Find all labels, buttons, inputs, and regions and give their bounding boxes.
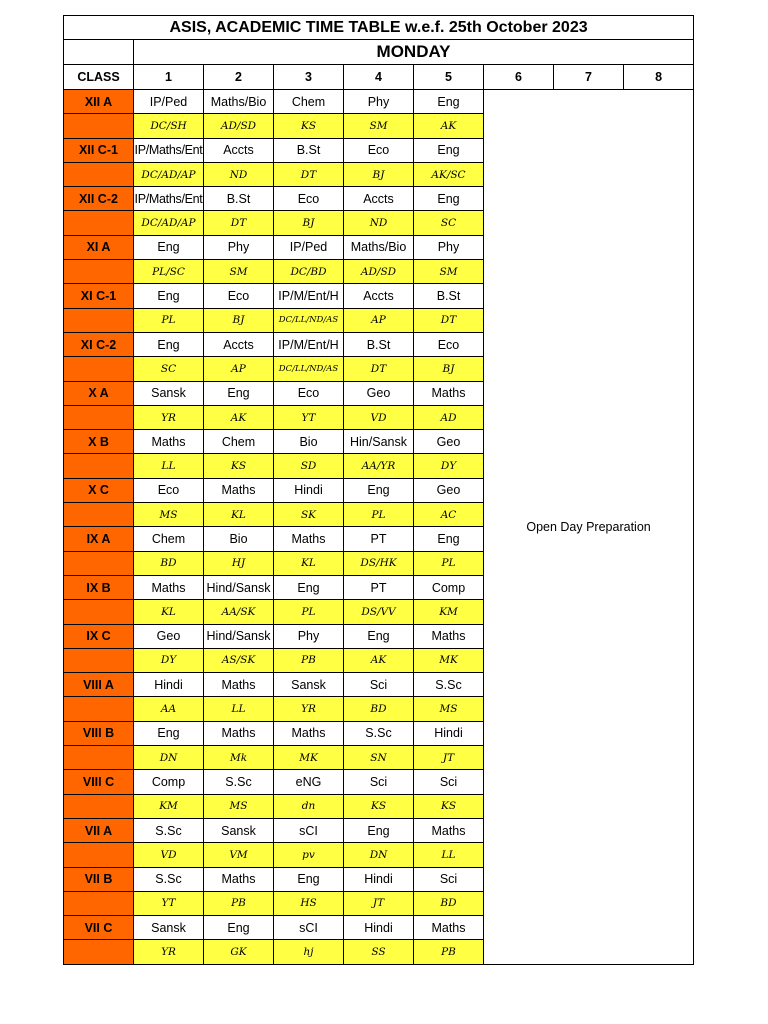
teacher-cell: KS [274, 114, 344, 138]
subject-cell: Geo [134, 624, 204, 648]
period-header: 3 [274, 65, 344, 90]
subject-cell: Hindi [344, 867, 414, 891]
day-heading: MONDAY [134, 40, 694, 65]
teacher-cell: PL [134, 308, 204, 332]
class-spacer-cell [64, 405, 134, 429]
teacher-cell: dn [274, 794, 344, 818]
teacher-cell: AP [204, 357, 274, 381]
subject-cell: Sansk [274, 673, 344, 697]
class-name-cell: X B [64, 430, 134, 454]
period-header: 8 [624, 65, 694, 90]
period-header: 2 [204, 65, 274, 90]
subject-cell: Eng [274, 867, 344, 891]
class-name-cell: IX B [64, 575, 134, 599]
teacher-cell: DC/AD/AP [134, 211, 204, 235]
teacher-cell: BD [134, 551, 204, 575]
teacher-cell: VD [134, 843, 204, 867]
subject-cell: Sci [414, 770, 484, 794]
teacher-cell: SM [344, 114, 414, 138]
teacher-cell: PL [414, 551, 484, 575]
subject-cell: Hindi [134, 673, 204, 697]
subject-cell: B.St [414, 284, 484, 308]
subject-cell: Phy [274, 624, 344, 648]
class-spacer-cell [64, 551, 134, 575]
class-spacer-cell [64, 697, 134, 721]
subject-cell: Maths [414, 818, 484, 842]
subject-cell: S.Sc [134, 818, 204, 842]
subject-cell: Maths [414, 624, 484, 648]
subject-cell: Maths/Bio [344, 235, 414, 259]
teacher-cell: AK [204, 405, 274, 429]
teacher-cell: YR [274, 697, 344, 721]
teacher-cell: KL [204, 503, 274, 527]
class-name-cell: XII C-1 [64, 138, 134, 162]
class-spacer-cell [64, 114, 134, 138]
subject-cell: Geo [414, 478, 484, 502]
subject-cell: eNG [274, 770, 344, 794]
subject-cell: S.Sc [344, 721, 414, 745]
teacher-cell: DY [414, 454, 484, 478]
subject-cell: IP/M/Ent/H [274, 332, 344, 356]
teacher-cell: AK [344, 648, 414, 672]
subject-cell: Accts [344, 284, 414, 308]
subject-cell: Eng [134, 721, 204, 745]
class-name-cell: X A [64, 381, 134, 405]
subject-cell: Hindi [344, 916, 414, 940]
subject-cell: Geo [344, 381, 414, 405]
class-name-cell: VII C [64, 916, 134, 940]
class-spacer-cell [64, 308, 134, 332]
teacher-cell: KL [134, 600, 204, 624]
teacher-cell: JT [344, 891, 414, 915]
class-spacer-cell [64, 891, 134, 915]
subject-cell: Maths/Bio [204, 90, 274, 114]
teacher-cell: YT [274, 405, 344, 429]
teacher-cell: BJ [274, 211, 344, 235]
teacher-cell: YR [134, 405, 204, 429]
teacher-cell: BJ [204, 308, 274, 332]
day-corner-cell [64, 40, 134, 65]
subject-cell: Hin/Sansk [344, 430, 414, 454]
subject-cell: Eco [134, 478, 204, 502]
subject-cell: Maths [414, 916, 484, 940]
subject-cell: Chem [274, 90, 344, 114]
subject-cell: Comp [414, 575, 484, 599]
teacher-cell: AC [414, 503, 484, 527]
subject-cell: Eng [414, 187, 484, 211]
period-header: 6 [484, 65, 554, 90]
subject-cell: IP/Maths/Ent [134, 138, 204, 162]
teacher-cell: PL [344, 503, 414, 527]
teacher-cell: ND [204, 162, 274, 186]
teacher-cell: VD [344, 405, 414, 429]
subject-cell: Eng [344, 624, 414, 648]
page-title: ASIS, ACADEMIC TIME TABLE w.e.f. 25th October 2023 [64, 16, 694, 40]
subject-cell: Maths [204, 478, 274, 502]
subject-cell: Eco [274, 381, 344, 405]
subject-cell: Hindi [414, 721, 484, 745]
subject-cell: IP/Ped [134, 90, 204, 114]
subject-cell: Eng [204, 381, 274, 405]
class-name-cell: VIII B [64, 721, 134, 745]
teacher-cell: AA/YR [344, 454, 414, 478]
subject-cell: Eco [204, 284, 274, 308]
timetable [63, 15, 694, 965]
class-spacer-cell [64, 794, 134, 818]
subject-cell: B.St [344, 332, 414, 356]
subject-cell: Maths [274, 721, 344, 745]
class-name-cell: VII B [64, 867, 134, 891]
subject-cell: IP/Ped [274, 235, 344, 259]
teacher-cell: YT [134, 891, 204, 915]
teacher-cell: MK [414, 648, 484, 672]
subject-cell: Phy [204, 235, 274, 259]
teacher-cell: LL [204, 697, 274, 721]
subject-cell: Hind/Sansk [204, 624, 274, 648]
class-spacer-cell [64, 260, 134, 284]
subject-cell: Maths [134, 430, 204, 454]
teacher-cell: SM [414, 260, 484, 284]
class-name-cell: XI A [64, 235, 134, 259]
teacher-cell: KM [134, 794, 204, 818]
teacher-cell: AS/SK [204, 648, 274, 672]
teacher-cell: YR [134, 940, 204, 964]
teacher-cell: Mk [204, 746, 274, 770]
subject-cell: Comp [134, 770, 204, 794]
subject-cell: Chem [204, 430, 274, 454]
teacher-cell: PB [204, 891, 274, 915]
class-name-cell: XI C-2 [64, 332, 134, 356]
subject-cell: Eco [414, 332, 484, 356]
subject-cell: Phy [344, 90, 414, 114]
subject-cell: Eco [344, 138, 414, 162]
class-name-cell: X C [64, 478, 134, 502]
class-spacer-cell [64, 843, 134, 867]
subject-cell: Bio [274, 430, 344, 454]
teacher-cell: AA/SK [204, 600, 274, 624]
teacher-cell: BJ [414, 357, 484, 381]
subject-cell: sCI [274, 818, 344, 842]
class-name-cell: VII A [64, 818, 134, 842]
subject-cell: Accts [204, 332, 274, 356]
teacher-cell: SD [274, 454, 344, 478]
period-header: 1 [134, 65, 204, 90]
subject-cell: Eng [414, 90, 484, 114]
teacher-cell: PL [274, 600, 344, 624]
teacher-cell: DC/LL/ND/AS [274, 308, 344, 332]
class-name-cell: XII C-2 [64, 187, 134, 211]
teacher-cell: DT [344, 357, 414, 381]
subject-cell: Accts [344, 187, 414, 211]
subject-cell: Hindi [274, 478, 344, 502]
class-spacer-cell [64, 162, 134, 186]
teacher-cell: MS [414, 697, 484, 721]
teacher-cell: AK/SC [414, 162, 484, 186]
subject-cell: Maths [414, 381, 484, 405]
subject-cell: Maths [204, 673, 274, 697]
class-spacer-cell [64, 211, 134, 235]
subject-row [64, 90, 694, 114]
teacher-cell: AK [414, 114, 484, 138]
class-spacer-cell [64, 357, 134, 381]
teacher-cell: PB [274, 648, 344, 672]
class-spacer-cell [64, 940, 134, 964]
subject-cell: Eng [414, 527, 484, 551]
teacher-cell: KS [344, 794, 414, 818]
teacher-cell: BD [414, 891, 484, 915]
period-header: 5 [414, 65, 484, 90]
class-spacer-cell [64, 503, 134, 527]
teacher-cell: PB [414, 940, 484, 964]
teacher-cell: AD/SD [344, 260, 414, 284]
subject-cell: Hind/Sansk [204, 575, 274, 599]
subject-cell: IP/Maths/Ent [134, 187, 204, 211]
class-name-cell: VIII A [64, 673, 134, 697]
class-spacer-cell [64, 454, 134, 478]
teacher-cell: KS [414, 794, 484, 818]
subject-cell: Maths [204, 867, 274, 891]
teacher-cell: LL [134, 454, 204, 478]
subject-cell: Sansk [134, 381, 204, 405]
subject-cell: B.St [274, 138, 344, 162]
subject-cell: Eng [274, 575, 344, 599]
subject-cell: Eng [134, 332, 204, 356]
teacher-cell: KM [414, 600, 484, 624]
teacher-cell: DT [204, 211, 274, 235]
open-day-preparation-cell: Open Day Preparation [484, 90, 694, 965]
teacher-cell: MS [134, 503, 204, 527]
class-name-cell: IX C [64, 624, 134, 648]
teacher-cell: DC/AD/AP [134, 162, 204, 186]
teacher-cell: JT [414, 746, 484, 770]
subject-cell: Eng [344, 478, 414, 502]
class-column-header: CLASS [64, 65, 134, 90]
teacher-cell: BJ [344, 162, 414, 186]
teacher-cell: AP [344, 308, 414, 332]
teacher-cell: MK [274, 746, 344, 770]
teacher-cell: AA [134, 697, 204, 721]
teacher-cell: DC/BD [274, 260, 344, 284]
subject-cell: Chem [134, 527, 204, 551]
teacher-cell: KS [204, 454, 274, 478]
teacher-cell: DC/SH [134, 114, 204, 138]
class-name-cell: IX A [64, 527, 134, 551]
period-header: 7 [554, 65, 624, 90]
period-header: 4 [344, 65, 414, 90]
teacher-cell: SC [414, 211, 484, 235]
subject-cell: IP/M/Ent/H [274, 284, 344, 308]
subject-cell: S.Sc [134, 867, 204, 891]
class-name-cell: XII A [64, 90, 134, 114]
subject-cell: Eng [344, 818, 414, 842]
class-spacer-cell [64, 600, 134, 624]
teacher-cell: HS [274, 891, 344, 915]
teacher-cell: ND [344, 211, 414, 235]
teacher-cell: DS/VV [344, 600, 414, 624]
teacher-cell: DC/LL/ND/AS [274, 357, 344, 381]
subject-cell: PT [344, 527, 414, 551]
teacher-cell: MS [204, 794, 274, 818]
teacher-cell: DT [414, 308, 484, 332]
subject-cell: Phy [414, 235, 484, 259]
teacher-cell: SN [344, 746, 414, 770]
subject-cell: Accts [204, 138, 274, 162]
subject-cell: sCI [274, 916, 344, 940]
subject-cell: Eng [414, 138, 484, 162]
subject-cell: Sansk [204, 818, 274, 842]
subject-cell: Eng [204, 916, 274, 940]
teacher-cell: PL/SC [134, 260, 204, 284]
subject-cell: Bio [204, 527, 274, 551]
teacher-cell: KL [274, 551, 344, 575]
teacher-cell: BD [344, 697, 414, 721]
teacher-cell: DN [344, 843, 414, 867]
subject-cell: Maths [134, 575, 204, 599]
class-spacer-cell [64, 746, 134, 770]
class-spacer-cell [64, 648, 134, 672]
subject-cell: S.Sc [414, 673, 484, 697]
teacher-cell: SS [344, 940, 414, 964]
teacher-cell: pv [274, 843, 344, 867]
teacher-cell: HJ [204, 551, 274, 575]
teacher-cell: DT [274, 162, 344, 186]
subject-cell: Maths [204, 721, 274, 745]
teacher-cell: AD/SD [204, 114, 274, 138]
subject-cell: B.St [204, 187, 274, 211]
teacher-cell: SC [134, 357, 204, 381]
subject-cell: Eng [134, 235, 204, 259]
subject-cell: PT [344, 575, 414, 599]
subject-cell: Maths [274, 527, 344, 551]
class-name-cell: VIII C [64, 770, 134, 794]
subject-cell: Sci [414, 867, 484, 891]
teacher-cell: GK [204, 940, 274, 964]
teacher-cell: hj [274, 940, 344, 964]
teacher-cell: DS/HK [344, 551, 414, 575]
subject-cell: Geo [414, 430, 484, 454]
teacher-cell: SM [204, 260, 274, 284]
subject-cell: Eco [274, 187, 344, 211]
teacher-cell: LL [414, 843, 484, 867]
subject-cell: Sci [344, 770, 414, 794]
teacher-cell: DY [134, 648, 204, 672]
teacher-cell: AD [414, 405, 484, 429]
subject-cell: S.Sc [204, 770, 274, 794]
subject-cell: Sci [344, 673, 414, 697]
teacher-cell: VM [204, 843, 274, 867]
teacher-cell: DN [134, 746, 204, 770]
teacher-cell: SK [274, 503, 344, 527]
subject-cell: Sansk [134, 916, 204, 940]
class-name-cell: XI C-1 [64, 284, 134, 308]
subject-cell: Eng [134, 284, 204, 308]
